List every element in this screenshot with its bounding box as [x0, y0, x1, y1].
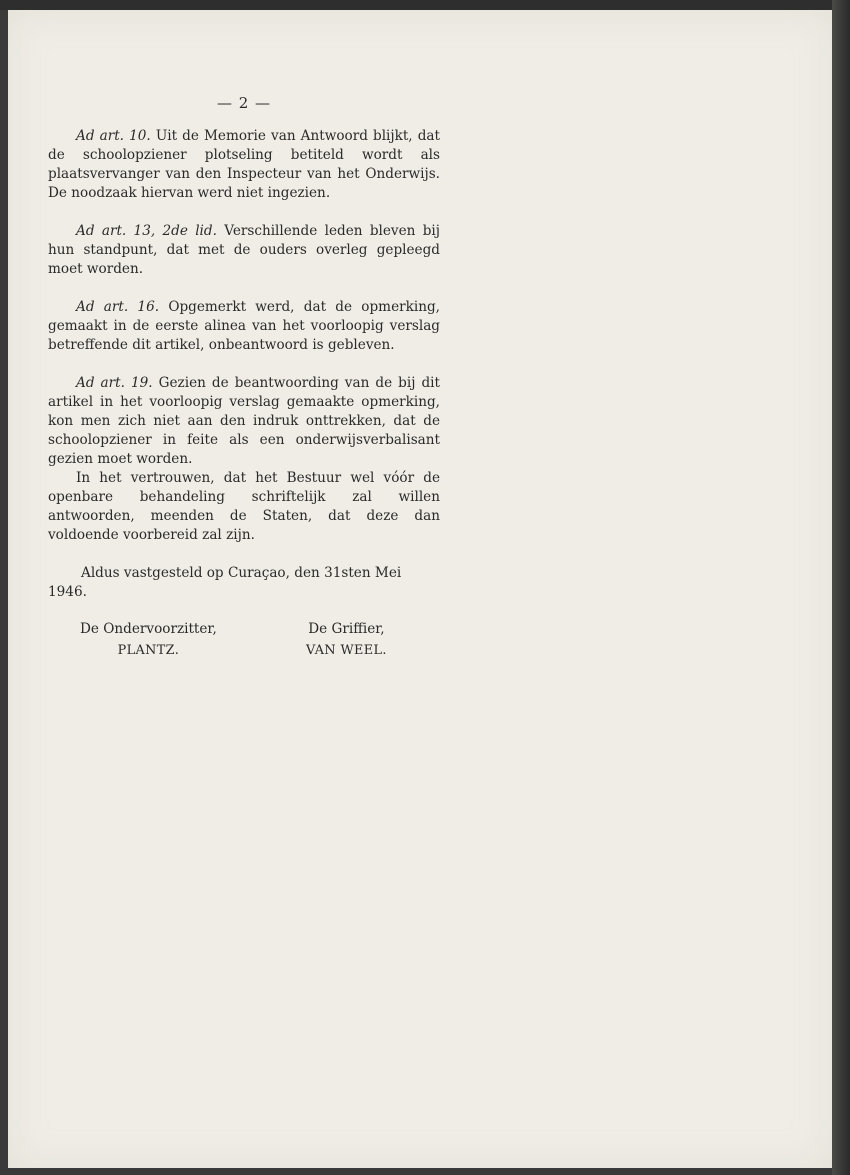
- paragraph-text: Opgemerkt werd, dat de opmerking, gemaakt in de eerste alinea van het voorloopig verslag betreffende dit artikel, onbeantwoord is gebleven.: [48, 299, 440, 353]
- article-ref: Ad art. 16.: [76, 299, 160, 315]
- scan-border-right: [832, 0, 850, 1175]
- signature-block: [48, 620, 440, 664]
- signature-clerk: [306, 620, 387, 660]
- scan-border-top: [0, 0, 850, 10]
- paragraph-text: Verschillende leden bleven bij hun standpunt, dat met de ouders overleg gepleegd moet worden.: [48, 223, 440, 277]
- signature-vice-chair: [80, 620, 217, 660]
- signature-role: De Ondervoorzitter,: [80, 621, 217, 637]
- paragraph-text: In het vertrouwen, dat het Bestuur wel vóór de openbare behandeling schriftelijk zal willen antwoorden, meenden de Staten, dat deze dan voldoende voorbereid zal zijn.: [48, 470, 440, 543]
- paragraph-text: Uit de Memorie van Antwoord blijkt, dat de schoolopziener plotseling betiteld wordt als plaatsvervanger van den Inspecteur van het Onderwijs. De noodzaak hiervan werd niet ingezien.: [48, 128, 440, 201]
- paragraph-art-13: [48, 222, 440, 279]
- article-ref: Ad art. 13, 2de lid.: [76, 223, 217, 239]
- closing-statement: Aldus vastgesteld op Curaçao, den 31sten Mei 1946.: [48, 565, 402, 600]
- paragraph-text: Gezien de beantwoording van de bij dit artikel in het voorloopig verslag gemaakte opmerking, kon men zich niet aan den indruk onttrekken, dat de schoolopziener in feite als een onderwijsverbalisant gezien moet worden.: [48, 375, 440, 467]
- paragraph-art-16: [48, 298, 440, 355]
- paragraph-art-19: [48, 374, 440, 469]
- signature-name: VAN WEEL.: [306, 643, 387, 658]
- bleed-through-text: [528, 90, 818, 1070]
- signature-role: De Griffier,: [308, 621, 385, 637]
- article-ref: Ad art. 19.: [76, 375, 153, 391]
- paragraph-continuation: [48, 469, 440, 545]
- signature-name: PLANTZ.: [117, 643, 180, 658]
- paragraph-art-10: [48, 127, 440, 203]
- page-number: — 2 —: [216, 94, 272, 112]
- article-ref: Ad art. 10.: [76, 128, 151, 144]
- text-column: [48, 94, 440, 664]
